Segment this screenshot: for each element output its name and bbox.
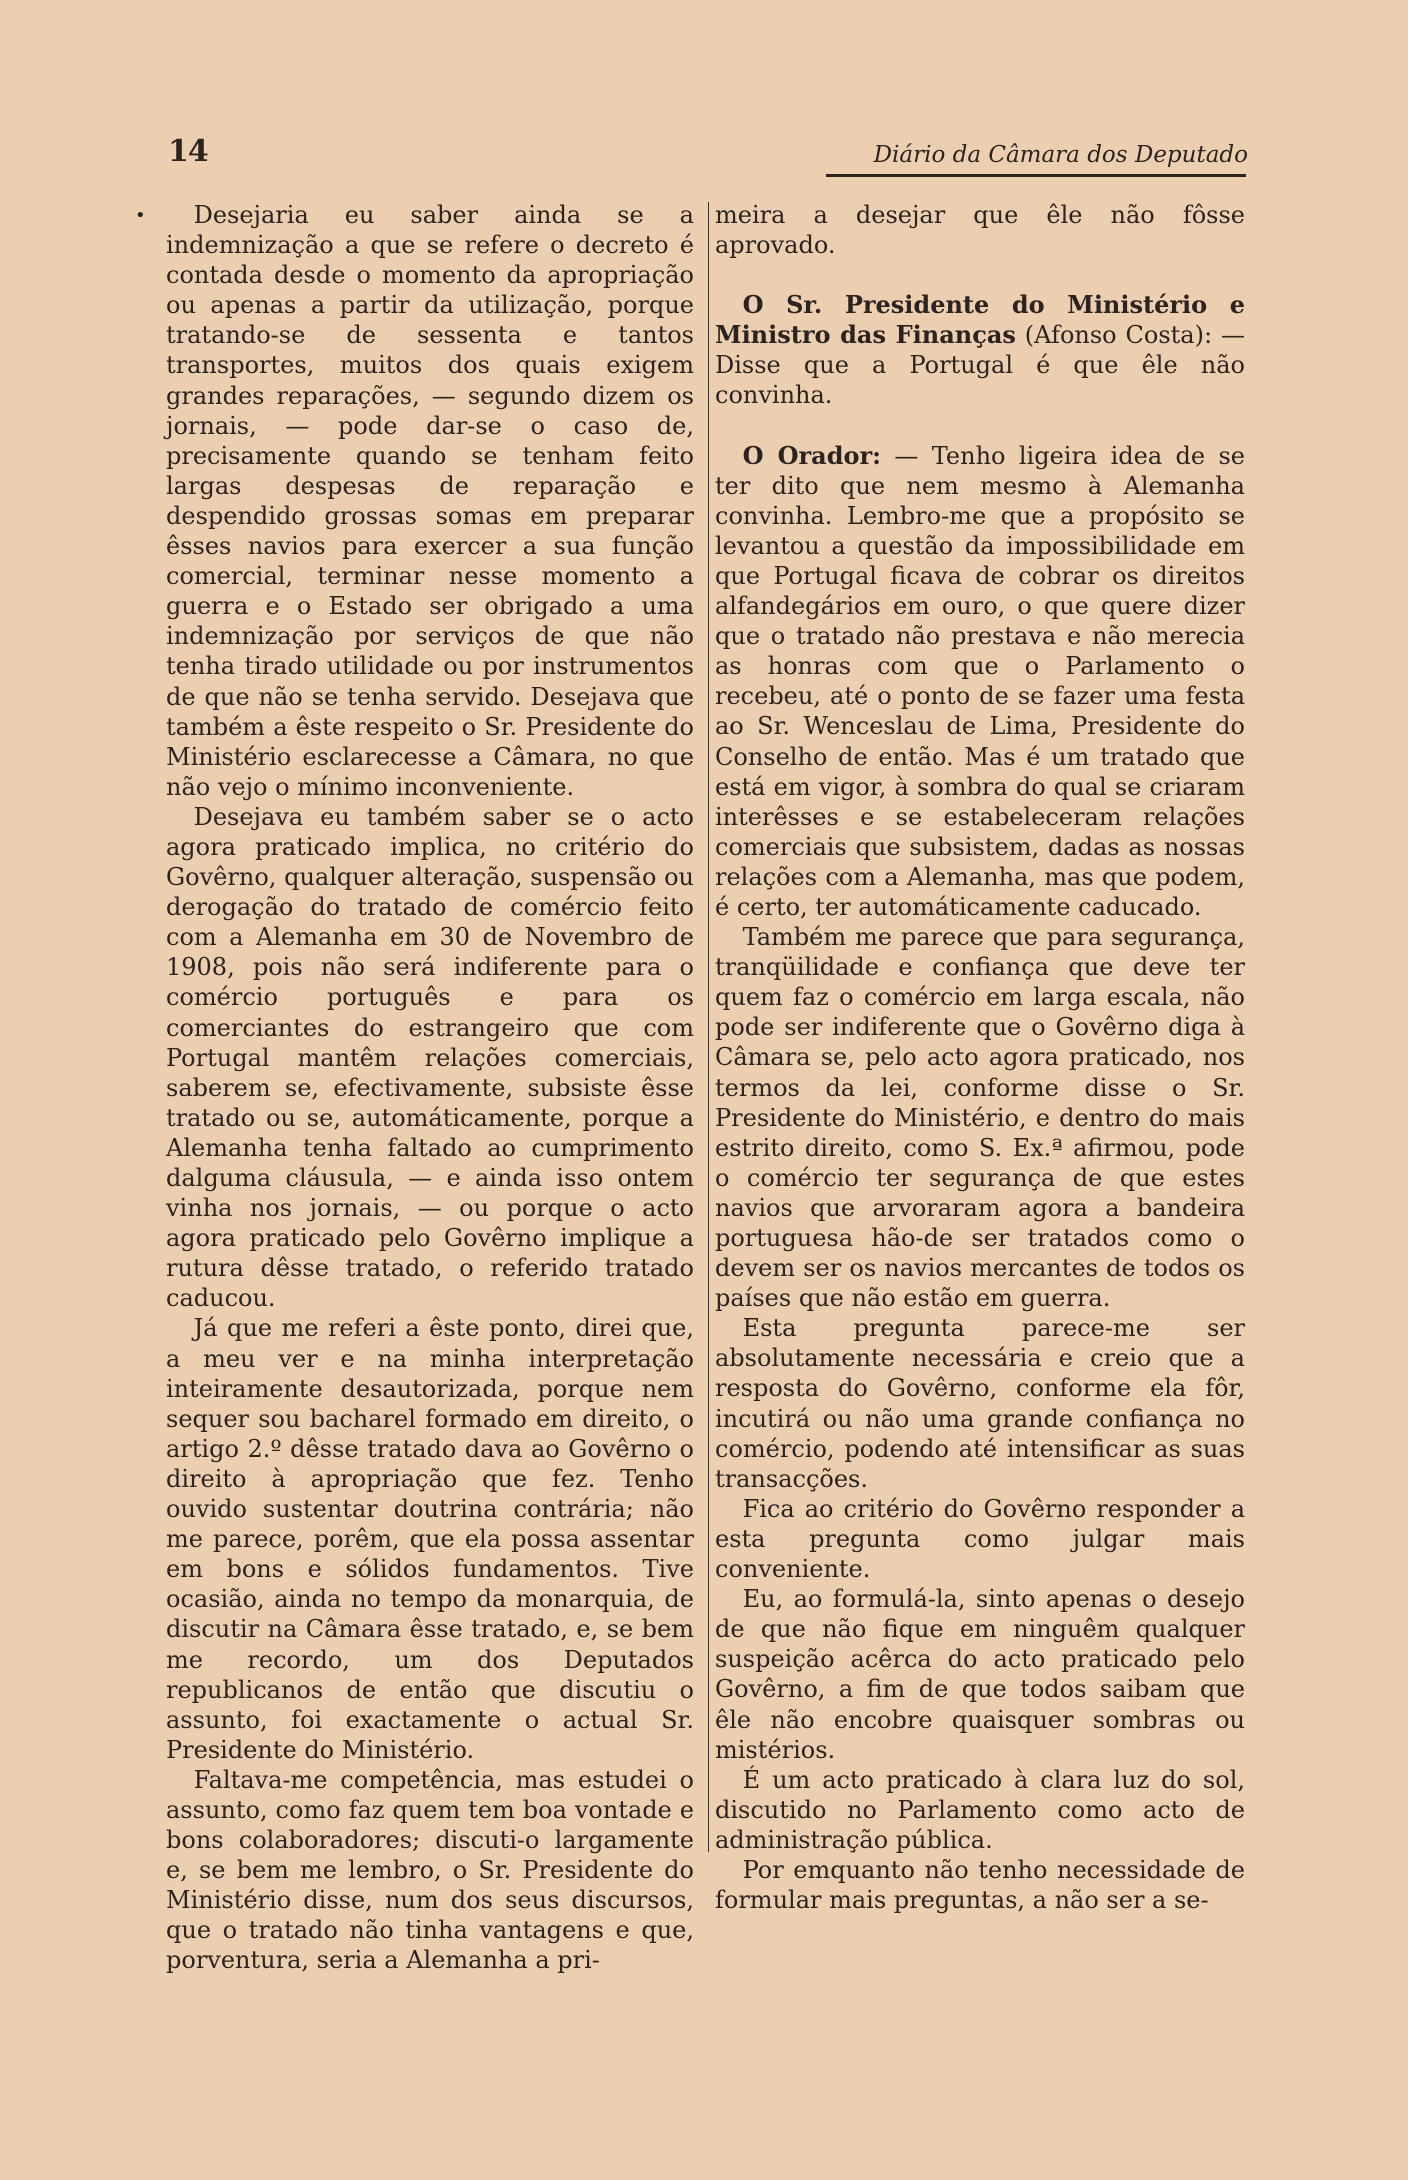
paragraph: Faltava-me competência, mas estudei o assunto, como faz quem tem boa vontade e bons colaboradores; discuti-o largamente e, se bem me lembro, o Sr. Presidente do Ministério disse, num dos seus discursos, que o tratado não tinha vantagens e que, porventura, seria a Alemanha a pri-	[166, 1765, 694, 1975]
paragraph-continuation: meira a desejar que êle não fôsse aprovado.	[715, 201, 1245, 260]
orador-text: — Tenho ligeira idea de se ter dito que nem mesmo à Alemanha convinha. Lembro-me que a propósito se levantou a questão da impossibilidade em que Portugal ficava de cobrar os direitos alfandegários em ouro, o que quere dizer que o tratado não prestava e não merecia as honras com que o Parlamento o recebeu, até o ponto de se fazer uma festa ao Sr. Wenceslau de Lima, Presidente do Conselho de então. Mas é um tratado que está em vigor, à sombra do qual se criaram interêsses e se estabeleceram relações comerciais que subsistem, dadas as nossas relações com a Alemanha, mas que podem, é certo, ter automáticamente caducado.	[715, 441, 1245, 921]
speaker-label: O Orador:	[742, 440, 881, 470]
paragraph: Desejaria eu saber ainda se a indemnização a que se refere o decreto é contada desde o momento da apropriação ou apenas a partir da utilização, porque tratando-se de sessenta e tantos transportes, muitos dos quais exigem grandes reparações, — segundo dizem os jornais, — pode dar-se o caso de, precisamente quando se tenham feito largas despesas de reparação e despendido grossas somas em preparar êsses navios para exercer a sua função comercial, terminar nesse momento a guerra e o Estado ser obrigado a uma indemnização por serviços de que não tenha tirado utilidade ou por instrumentos de que não se tenha servido. Desejava que também a êste respeito o Sr. Presidente do Ministério esclarecesse a Câmara, no que não vejo o mínimo inconveniente.	[166, 201, 694, 801]
speaker-label: O Sr. Presidente do Ministério e Ministro das Finanças	[715, 290, 1245, 350]
paragraph: Por emquanto não tenho necessidade de formular mais preguntas, a não ser a se-	[715, 1855, 1245, 1915]
interjection-text: — Disse que a Portugal é que êle não convinha.	[715, 321, 1245, 410]
running-header-title: Diário da Câmara dos Deputado	[873, 142, 1248, 168]
paragraph: É um acto praticado à clara luz do sol, discutido no Parlamento como acto de administração pública.	[715, 1765, 1245, 1854]
margin-mark: •	[135, 205, 146, 226]
paragraph: Fica ao critério do Govêrno responder a esta pregunta como julgar mais conveniente.	[715, 1494, 1245, 1584]
speaker-name: (Afonso Costa):	[1024, 321, 1213, 350]
paragraph: Também me parece que para segurança, tranqüilidade e confiança que deve ter quem faz o comércio em larga escala, não pode ser indiferente que o Govêrno diga à Câmara se, pelo acto agora praticado, nos termos da lei, conforme disse o Sr. Presidente do Ministério, e dentro do mais estrito direito, como S. Ex.ª afirmou, pode o comércio ter segurança de que estes navios que arvoraram agora a bandeira portuguesa hão-de ser tratados como o devem ser os navios mercantes de todos os países que não estão em guerra.	[715, 923, 1245, 1313]
left-column	[166, 200, 694, 1975]
header-rule	[826, 174, 1246, 177]
paragraph: Esta pregunta parece-me ser absolutamente necessária e creio que a resposta do Govêrno, conforme ela fôr, incutirá ou não uma grande confiança no comércio, podendo até intensificar as suas transacções.	[715, 1314, 1245, 1493]
paragraph: Desejava eu também saber se o acto agora praticado implica, no critério do Govêrno, qualquer alteração, suspensão ou derogação do tratado de comércio feito com a Alemanha em 30 de Novembro de 1908, pois não será indiferente para o comércio português e para os comerciantes do estrangeiro que com Portugal mantêm relações comerciais, saberem se, efectivamente, subsiste êsse tratado ou se, automáticamente, porque a Alemanha tenha faltado ao cumprimento dalguma cláusula, — e ainda isso ontem vinha nos jornais, — ou porque o acto agora praticado pelo Govêrno implique a rutura dêsse tratado, o referido tratado caducou.	[166, 802, 694, 1313]
orador-paragraph	[715, 441, 1245, 923]
column-divider	[708, 202, 709, 1852]
page-number: 14	[168, 134, 208, 169]
right-column	[715, 200, 1245, 1915]
paragraph: Eu, ao formulá-la, sinto apenas o desejo de que não fique em ninguêm qualquer suspeição acêrca do acto praticado pelo Govêrno, a fim de que todos saibam que êle não encobre quaisquer sombras ou mistérios.	[715, 1585, 1245, 1764]
paragraph: Já que me referi a êste ponto, direi que, a meu ver e na minha interpretação inteiramente desautorizada, porque nem sequer sou bacharel formado em direito, o artigo 2.º dêsse tratado dava ao Govêrno o direito à apropriação que fez. Tenho ouvido sustentar doutrina contrária; não me parece, porêm, que ela possa assentar em bons e sólidos fundamentos. Tive ocasião, ainda no tempo da monarquia, de discutir na Câmara êsse tratado, e, se bem me recordo, um dos Deputados republicanos de então que discutiu o assunto, foi exactamente o actual Sr. Presidente do Ministério.	[166, 1314, 694, 1764]
interjection-paragraph	[715, 290, 1245, 410]
